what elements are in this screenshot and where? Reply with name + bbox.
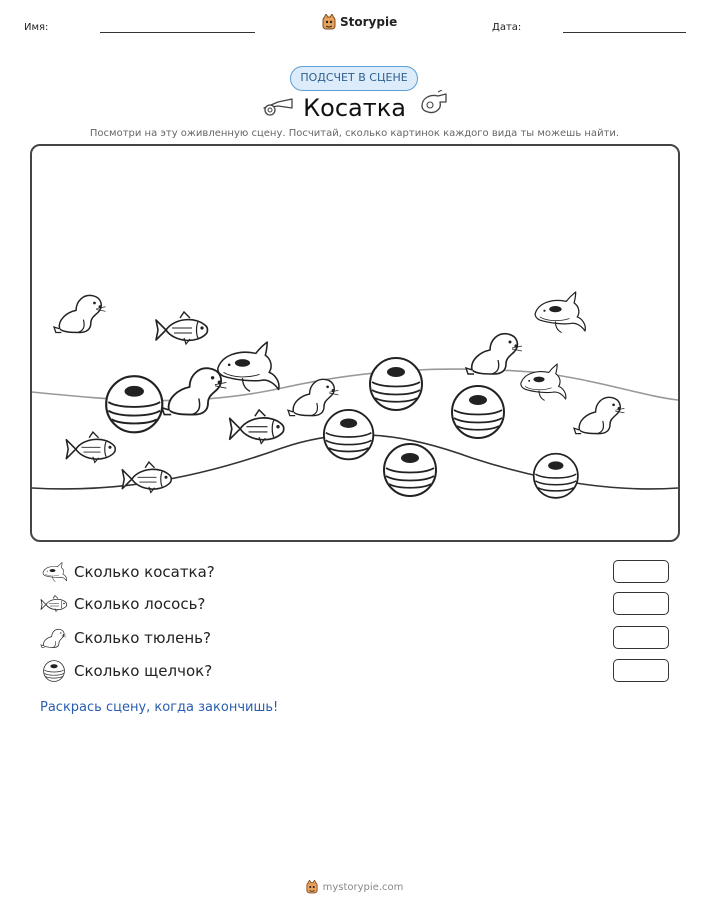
page-footer	[0, 880, 709, 894]
date-field[interactable]	[563, 32, 686, 33]
orca-illustration	[521, 364, 566, 400]
question-text: Сколько косатка?	[74, 563, 215, 581]
salmon-icon	[40, 592, 68, 616]
counting-scene	[30, 144, 680, 542]
question-text: Сколько щелчок?	[74, 662, 213, 680]
salmon-illustration	[156, 312, 208, 344]
trainer-whistle-icon	[418, 90, 448, 116]
question-text: Сколько лосось?	[74, 595, 206, 613]
seal-icon	[40, 626, 68, 650]
page-subtitle: Посмотри на эту оживленную сцену. Посчитай, сколько картинок каждого вида ты можешь найти.	[89, 128, 620, 139]
question-row-clicker	[40, 659, 680, 685]
salmon-illustration	[122, 462, 171, 492]
question-text: Сколько тюлень?	[74, 629, 211, 647]
clicker-illustration	[384, 444, 436, 496]
seal-illustration	[162, 368, 226, 414]
orca-illustration	[218, 342, 279, 391]
question-row-salmon	[40, 592, 680, 618]
name-label: Имя:	[24, 22, 49, 33]
clicker-illustration	[452, 386, 504, 438]
brand-name: Storypie	[340, 15, 398, 29]
salmon-illustration	[230, 410, 284, 444]
question-row-seal	[40, 626, 680, 652]
storypie-mascot-icon	[306, 880, 318, 894]
question-row-orca	[40, 560, 680, 586]
clicker-icon	[40, 659, 68, 683]
orca-icon	[40, 560, 68, 584]
clicker-illustration	[534, 454, 578, 498]
activity-badge: ПОДСЧЕТ В СЦЕНЕ	[290, 66, 418, 91]
answer-box-salmon[interactable]	[613, 592, 669, 615]
seal-illustration	[54, 295, 106, 332]
seal-illustration	[574, 397, 624, 433]
coloring-instruction: Раскрась сцену, когда закончишь!	[40, 700, 279, 715]
orca-illustration	[535, 292, 585, 333]
answer-box-orca[interactable]	[613, 560, 669, 583]
scene-illustration	[32, 146, 678, 540]
page-title: Косатка	[303, 94, 406, 122]
name-field[interactable]	[100, 32, 255, 33]
salmon-illustration	[66, 432, 115, 462]
footer-site[interactable]: mystorypie.com	[322, 881, 404, 893]
clicker-illustration	[324, 410, 373, 459]
storypie-mascot-icon	[322, 14, 336, 30]
clicker-illustration	[106, 376, 162, 432]
date-label: Дата:	[492, 22, 522, 33]
brand-logo	[322, 14, 397, 30]
answer-box-clicker[interactable]	[613, 659, 669, 682]
clicker-illustration	[370, 358, 422, 410]
answer-box-seal[interactable]	[613, 626, 669, 649]
seal-illustration	[466, 334, 522, 374]
